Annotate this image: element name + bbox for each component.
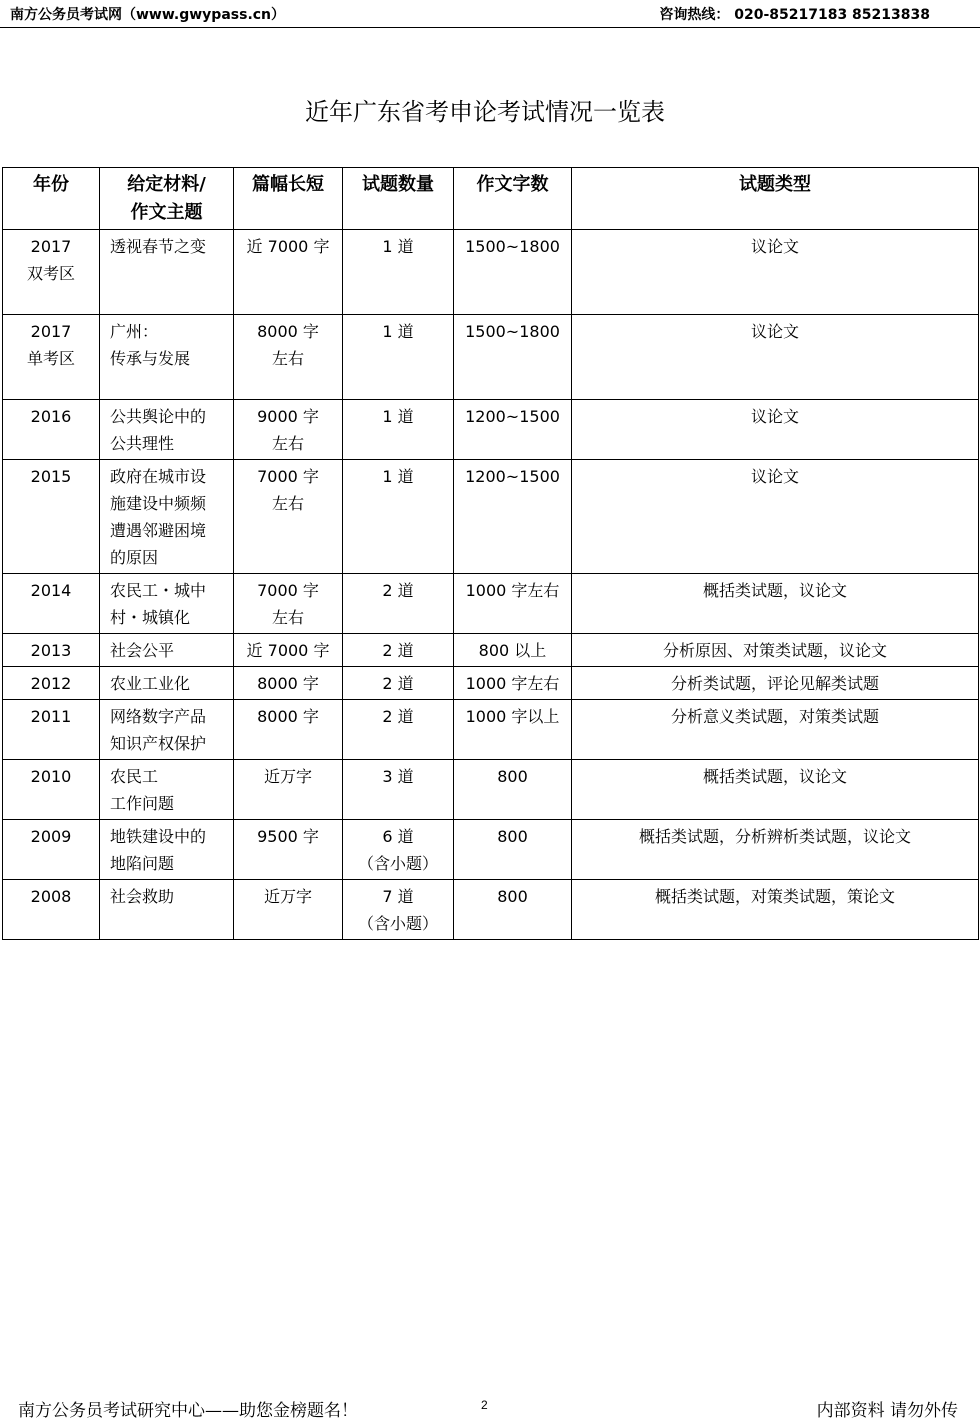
cell-count: 7 道 （含小题） — [343, 880, 454, 940]
cell-topic: 农民工・城中 村・城镇化 — [100, 574, 234, 634]
column-header: 试题类型 — [572, 168, 979, 230]
column-header: 试题数量 — [343, 168, 454, 230]
cell-year: 2017 双考区 — [3, 230, 100, 315]
hotline: 咨询热线： 020-85217183 85213838 — [659, 7, 930, 23]
cell-year: 2016 — [3, 400, 100, 460]
cell-words: 1200~1500 — [454, 460, 572, 574]
cell-words: 800 — [454, 820, 572, 880]
cell-type: 分析原因、对策类试题，议论文 — [572, 634, 979, 667]
cell-type: 议论文 — [572, 460, 979, 574]
cell-year: 2010 — [3, 760, 100, 820]
cell-length: 7000 字 左右 — [234, 574, 343, 634]
table-row — [3, 667, 979, 700]
cell-count: 2 道 — [343, 667, 454, 700]
site-name: 南方公务员考试网（www.gwypass.cn） — [10, 7, 286, 23]
page-header — [10, 4, 930, 26]
cell-length: 8000 字 左右 — [234, 315, 343, 400]
column-header: 给定材料/ 作文主题 — [100, 168, 234, 230]
cell-count: 1 道 — [343, 460, 454, 574]
cell-length: 近万字 — [234, 760, 343, 820]
cell-year: 2009 — [3, 820, 100, 880]
cell-count: 2 道 — [343, 574, 454, 634]
cell-length: 9000 字 左右 — [234, 400, 343, 460]
cell-words: 1000 字左右 — [454, 667, 572, 700]
cell-length: 近 7000 字 — [234, 634, 343, 667]
cell-type: 分析类试题，评论见解类试题 — [572, 667, 979, 700]
cell-topic: 社会公平 — [100, 634, 234, 667]
cell-topic: 地铁建设中的 地陷问题 — [100, 820, 234, 880]
cell-year: 2012 — [3, 667, 100, 700]
cell-length: 8000 字 — [234, 667, 343, 700]
cell-words: 800 — [454, 880, 572, 940]
column-header: 年份 — [3, 168, 100, 230]
cell-year: 2014 — [3, 574, 100, 634]
cell-length: 7000 字 左右 — [234, 460, 343, 574]
cell-year: 2015 — [3, 460, 100, 574]
cell-topic: 网络数字产品 知识产权保护 — [100, 700, 234, 760]
cell-count: 1 道 — [343, 400, 454, 460]
page-footer — [18, 1396, 958, 1420]
header-divider — [0, 27, 980, 28]
cell-type: 议论文 — [572, 230, 979, 315]
table-row — [3, 400, 979, 460]
cell-type: 概括类试题，对策类试题，策论文 — [572, 880, 979, 940]
cell-type: 议论文 — [572, 400, 979, 460]
cell-topic: 农业工业化 — [100, 667, 234, 700]
table-row — [3, 574, 979, 634]
table-row — [3, 760, 979, 820]
cell-count: 1 道 — [343, 315, 454, 400]
page-title: 近年广东省考申论考试情况一览表 — [305, 98, 665, 126]
cell-words: 800 — [454, 760, 572, 820]
table-row — [3, 230, 979, 315]
cell-words: 1200~1500 — [454, 400, 572, 460]
cell-year: 2011 — [3, 700, 100, 760]
table-row — [3, 460, 979, 574]
cell-topic: 公共舆论中的 公共理性 — [100, 400, 234, 460]
cell-year: 2008 — [3, 880, 100, 940]
cell-length: 9500 字 — [234, 820, 343, 880]
cell-count: 2 道 — [343, 634, 454, 667]
cell-length: 近万字 — [234, 880, 343, 940]
cell-topic: 广州： 传承与发展 — [100, 315, 234, 400]
cell-year: 2013 — [3, 634, 100, 667]
cell-type: 概括类试题，议论文 — [572, 574, 979, 634]
table-row — [3, 880, 979, 940]
cell-count: 3 道 — [343, 760, 454, 820]
cell-type: 议论文 — [572, 315, 979, 400]
cell-count: 6 道 （含小题） — [343, 820, 454, 880]
cell-topic: 政府在城市设 施建设中频频 遭遇邻避困境 的原因 — [100, 460, 234, 574]
cell-length: 8000 字 — [234, 700, 343, 760]
cell-length: 近 7000 字 — [234, 230, 343, 315]
cell-topic: 透视春节之变 — [100, 230, 234, 315]
cell-type: 分析意义类试题，对策类试题 — [572, 700, 979, 760]
column-header: 作文字数 — [454, 168, 572, 230]
table-row — [3, 634, 979, 667]
exam-table — [2, 167, 979, 940]
cell-words: 800 以上 — [454, 634, 572, 667]
cell-words: 1000 字左右 — [454, 574, 572, 634]
column-header: 篇幅长短 — [234, 168, 343, 230]
cell-topic: 社会救助 — [100, 880, 234, 940]
cell-count: 2 道 — [343, 700, 454, 760]
table-row — [3, 820, 979, 880]
cell-words: 1000 字以上 — [454, 700, 572, 760]
cell-year: 2017 单考区 — [3, 315, 100, 400]
cell-words: 1500~1800 — [454, 230, 572, 315]
table-row — [3, 700, 979, 760]
page-number: 2 — [481, 1398, 488, 1412]
cell-words: 1500~1800 — [454, 315, 572, 400]
table-row — [3, 315, 979, 400]
footer-notice: 内部资料 请勿外传 — [816, 1401, 958, 1421]
cell-type: 概括类试题，议论文 — [572, 760, 979, 820]
cell-topic: 农民工 工作问题 — [100, 760, 234, 820]
cell-count: 1 道 — [343, 230, 454, 315]
footer-slogan: 南方公务员考试研究中心——助您金榜题名！ — [18, 1401, 358, 1421]
cell-type: 概括类试题，分析辨析类试题，议论文 — [572, 820, 979, 880]
table-header-row — [3, 168, 979, 230]
